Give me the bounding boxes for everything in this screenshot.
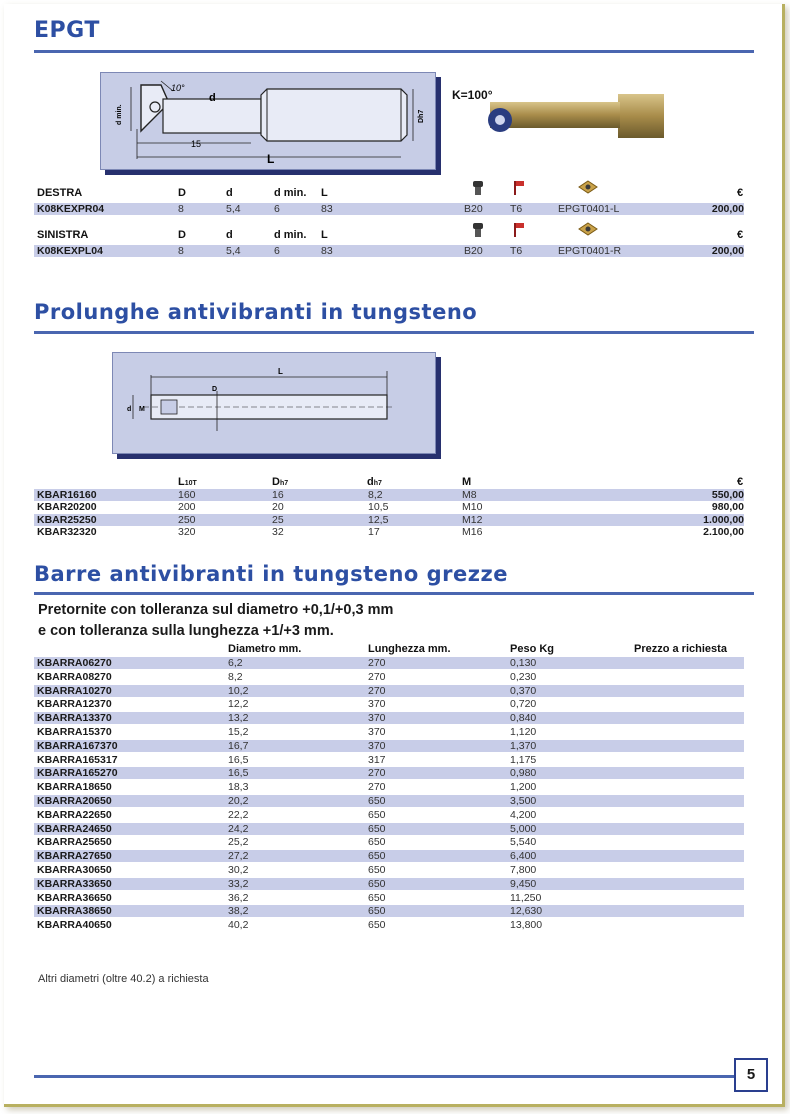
cell-screw: B20: [464, 245, 483, 257]
cell-diam: 36,2: [228, 891, 249, 904]
length15-label: 15: [191, 139, 202, 149]
section-rule: [34, 592, 754, 595]
cell-L: 320: [178, 525, 196, 538]
cell-weight: 1,120: [510, 726, 537, 738]
D-label: D: [212, 386, 218, 393]
table-row: [34, 203, 744, 215]
cell-weight: 0,230: [510, 670, 537, 683]
cell-d: 17: [368, 525, 380, 538]
product-code: KBARRA08270: [37, 670, 112, 683]
cell-diam: 15,2: [228, 726, 249, 738]
col-D: D: [178, 229, 186, 241]
product-code: KBAR32320: [37, 525, 97, 538]
section-title-prolunghe: Prolunghe antivibranti in tungsteno: [34, 300, 478, 324]
cell-len: 317: [368, 753, 386, 766]
cell-diam: 16,5: [228, 753, 249, 766]
cell-key: T6: [510, 203, 523, 215]
cell-weight: 1,200: [510, 781, 537, 794]
cell-D: 16: [272, 489, 284, 501]
cell-price: 1.000,00: [703, 513, 744, 526]
table-row: [34, 712, 744, 724]
cell-len: 370: [368, 698, 386, 711]
cell-len: 650: [368, 808, 386, 821]
cell-D: 32: [272, 525, 284, 538]
cell-L: 250: [178, 513, 196, 526]
table-row: [34, 864, 744, 876]
col-d-sub: h7: [373, 480, 382, 487]
cell-len: 650: [368, 850, 386, 863]
cell-D: 8: [178, 245, 184, 257]
cell-weight: 5,000: [510, 822, 537, 835]
cell-D: 25: [272, 513, 284, 526]
product-code: KBARRA33650: [37, 877, 112, 890]
cell-diam: 38,2: [228, 905, 249, 918]
k-angle-label: K=100°: [452, 88, 493, 102]
product-code: KBARRA40650: [37, 919, 112, 932]
screw-icon: [471, 222, 485, 238]
col-L: L: [321, 187, 328, 199]
cell-diam: 40,2: [228, 919, 249, 932]
table-row: [34, 657, 744, 669]
cell-price: 2.100,00: [703, 525, 744, 538]
cell-diam: 16,5: [228, 767, 249, 780]
footer-rule: [34, 1075, 734, 1078]
product-code: KBARRA165270: [37, 767, 118, 780]
shank-label: Dh7: [418, 109, 425, 123]
cell-d: 12,5: [368, 513, 389, 526]
product-code: KBARRA38650: [37, 905, 112, 918]
cell-L: 83: [321, 245, 333, 257]
cell-len: 650: [368, 822, 386, 835]
cell-diam: 33,2: [228, 877, 249, 890]
cell-len: 270: [368, 657, 386, 669]
section-rule: [34, 331, 754, 334]
dmin-label: d min.: [116, 104, 123, 125]
L-label: L: [278, 367, 283, 376]
table-row: [34, 809, 744, 821]
cell-insert: EPGT0401-R: [558, 245, 622, 257]
cell-len: 650: [368, 864, 386, 876]
L-label: L: [267, 152, 275, 166]
col-L-label: L: [178, 476, 185, 488]
table-row: [34, 685, 744, 697]
table-row: [34, 905, 744, 917]
table-row: [34, 245, 744, 257]
product-code: KBAR16160: [37, 489, 97, 501]
footnote: Altri diametri (oltre 40.2) a richiesta: [38, 973, 209, 985]
table-row: [34, 489, 744, 501]
cell-key: T6: [510, 245, 523, 257]
currency-symbol: €: [737, 187, 744, 199]
table-row: [34, 892, 744, 904]
product-code: KBARRA15370: [37, 726, 112, 738]
subtitle-line-1: Pretornite con tolleranza sul diametro +0,1/+0,3 mm: [38, 602, 394, 618]
cell-D: 8: [178, 203, 184, 215]
cell-diam: 20,2: [228, 795, 249, 807]
col-dh7: [367, 476, 382, 488]
side-label-destra: DESTRA: [37, 187, 83, 199]
table-row: [34, 726, 744, 738]
cell-weight: 0,370: [510, 684, 537, 697]
cell-diam: 16,7: [228, 739, 249, 752]
insert-icon: [578, 222, 598, 236]
cell-len: 270: [368, 670, 386, 683]
table-row: [34, 767, 744, 779]
cell-len: 650: [368, 836, 386, 849]
cell-diam: 12,2: [228, 698, 249, 711]
subtitle-line-2: e con tolleranza sulla lunghezza +1/+3 mm.: [38, 623, 334, 639]
product-code: K08KEXPR04: [37, 203, 105, 215]
table-row: [34, 836, 744, 848]
d-label: d: [209, 92, 216, 104]
col-M: M: [462, 476, 472, 488]
table-row: [34, 671, 744, 683]
cell-d: 8,2: [368, 489, 383, 501]
table-row: [34, 781, 744, 793]
col-d: d: [226, 187, 233, 199]
cell-screw: B20: [464, 203, 483, 215]
col-D-label: D: [272, 476, 280, 488]
prolunga-diagram: [112, 352, 436, 454]
screw-icon: [471, 180, 485, 196]
product-code: KBARRA165317: [37, 753, 118, 766]
section-title-barre: Barre antivibranti in tungsteno grezze: [34, 562, 508, 586]
cell-price: 200,00: [711, 245, 744, 257]
col-L-sub: 10T: [184, 480, 197, 487]
product-code: KBAR20200: [37, 501, 97, 514]
cell-weight: 1,370: [510, 739, 537, 752]
product-code: KBARRA13370: [37, 712, 112, 725]
product-code: KBARRA18650: [37, 781, 112, 794]
cell-diam: 27,2: [228, 850, 249, 863]
torx-key-icon: [512, 222, 526, 238]
cell-diam: 18,3: [228, 781, 249, 794]
cell-d: 5,4: [226, 245, 241, 257]
cell-len: 270: [368, 684, 386, 697]
prolunga-drawing: [113, 353, 435, 453]
col-D-sub: h7: [279, 480, 289, 487]
table-row: [34, 740, 744, 752]
M-label: M: [139, 406, 145, 413]
epgt-tool-diagram: [100, 72, 436, 170]
section-title-epgt: EPGT: [34, 18, 100, 43]
col-diametro: Diametro mm.: [228, 643, 302, 655]
cell-len: 370: [368, 726, 386, 738]
table-row: [34, 526, 744, 538]
product-code: KBARRA06270: [37, 657, 112, 669]
table-row: [34, 754, 744, 766]
col-prezzo: Prezzo a richiesta: [634, 643, 727, 655]
d-label: d: [127, 406, 132, 413]
page-number: 5: [734, 1058, 768, 1092]
product-code: KBARRA27650: [37, 850, 112, 863]
cell-diam: 22,2: [228, 808, 249, 821]
col-dmin: d min.: [274, 229, 307, 241]
cell-M: M10: [462, 501, 483, 514]
col-L10T: [178, 476, 197, 488]
table-row: [34, 795, 744, 807]
col-dmin: d min.: [274, 187, 307, 199]
torx-key-icon: [512, 180, 526, 196]
cell-len: 650: [368, 919, 386, 932]
col-lunghezza: Lunghezza mm.: [368, 643, 451, 655]
product-code: KBARRA167370: [37, 739, 118, 752]
cell-price: 980,00: [711, 501, 744, 514]
section-rule: [34, 50, 754, 53]
insert-icon: [578, 180, 598, 194]
table-row: [34, 514, 744, 526]
epgt-drawing: [101, 73, 435, 169]
cell-diam: 13,2: [228, 712, 249, 725]
cell-price: 200,00: [711, 203, 744, 215]
product-code: KBARRA36650: [37, 891, 112, 904]
side-label-sinistra: SINISTRA: [37, 229, 89, 241]
cell-len: 370: [368, 712, 386, 725]
cell-price: 550,00: [711, 489, 744, 501]
cell-M: M16: [462, 525, 483, 538]
product-code: KBARRA22650: [37, 808, 112, 821]
cell-weight: 11,250: [510, 891, 542, 904]
product-code: K08KEXPL04: [37, 245, 103, 257]
cell-D: 20: [272, 501, 284, 514]
tool-photo: [478, 90, 670, 146]
cell-weight: 3,500: [510, 795, 537, 807]
cell-weight: 12,630: [510, 905, 543, 918]
col-L: L: [321, 229, 328, 241]
cell-len: 270: [368, 767, 386, 780]
cell-diam: 10,2: [228, 684, 249, 697]
cell-weight: 5,540: [510, 836, 537, 849]
col-D: D: [178, 187, 186, 199]
cell-L: 160: [178, 489, 196, 501]
cell-len: 650: [368, 877, 386, 890]
cell-L: 200: [178, 501, 196, 514]
product-code: KBARRA25650: [37, 836, 112, 849]
table-row: [34, 878, 744, 890]
product-code: KBARRA20650: [37, 795, 112, 807]
cell-weight: 7,800: [510, 864, 537, 876]
currency-symbol: €: [737, 476, 744, 488]
cell-weight: 0,840: [510, 712, 537, 725]
cell-dmin: 6: [274, 245, 280, 257]
product-code: KBAR25250: [37, 513, 97, 526]
product-code: KBARRA10270: [37, 684, 112, 697]
table-row: [34, 501, 744, 513]
cell-len: 650: [368, 905, 386, 918]
cell-M: M8: [462, 489, 477, 501]
cell-len: 270: [368, 781, 386, 794]
cell-len: 650: [368, 891, 386, 904]
col-Dh7: [272, 476, 288, 488]
table-row: [34, 850, 744, 862]
cell-diam: 30,2: [228, 864, 249, 876]
cell-weight: 6,400: [510, 850, 537, 863]
cell-insert: EPGT0401-L: [558, 203, 620, 215]
product-code: KBARRA30650: [37, 864, 112, 876]
cell-weight: 9,450: [510, 877, 537, 890]
cell-L: 83: [321, 203, 333, 215]
cell-len: 370: [368, 739, 386, 752]
cell-diam: 25,2: [228, 836, 249, 849]
angle-label: 10°: [171, 83, 185, 93]
table-row: [34, 698, 744, 710]
col-peso: Peso Kg: [510, 643, 555, 655]
cell-M: M12: [462, 513, 483, 526]
product-code: KBARRA24650: [37, 822, 112, 835]
cell-d: 5,4: [226, 203, 241, 215]
cell-dmin: 6: [274, 203, 280, 215]
table-row: [34, 919, 744, 931]
cell-len: 650: [368, 795, 386, 807]
cell-weight: 13,800: [510, 919, 543, 932]
col-d: d: [226, 229, 233, 241]
currency-symbol: €: [737, 229, 744, 241]
cell-weight: 1,175: [510, 753, 537, 766]
col-d-label: d: [367, 476, 374, 488]
cell-d: 10,5: [368, 501, 389, 514]
cell-weight: 0,720: [510, 698, 537, 711]
cell-diam: 24,2: [228, 822, 249, 835]
cell-diam: 6,2: [228, 657, 243, 669]
cell-weight: 4,200: [510, 808, 537, 821]
cell-weight: 0,130: [510, 657, 537, 669]
cell-weight: 0,980: [510, 767, 537, 780]
cell-diam: 8,2: [228, 670, 243, 683]
table-row: [34, 823, 744, 835]
product-code: KBARRA12370: [37, 698, 112, 711]
